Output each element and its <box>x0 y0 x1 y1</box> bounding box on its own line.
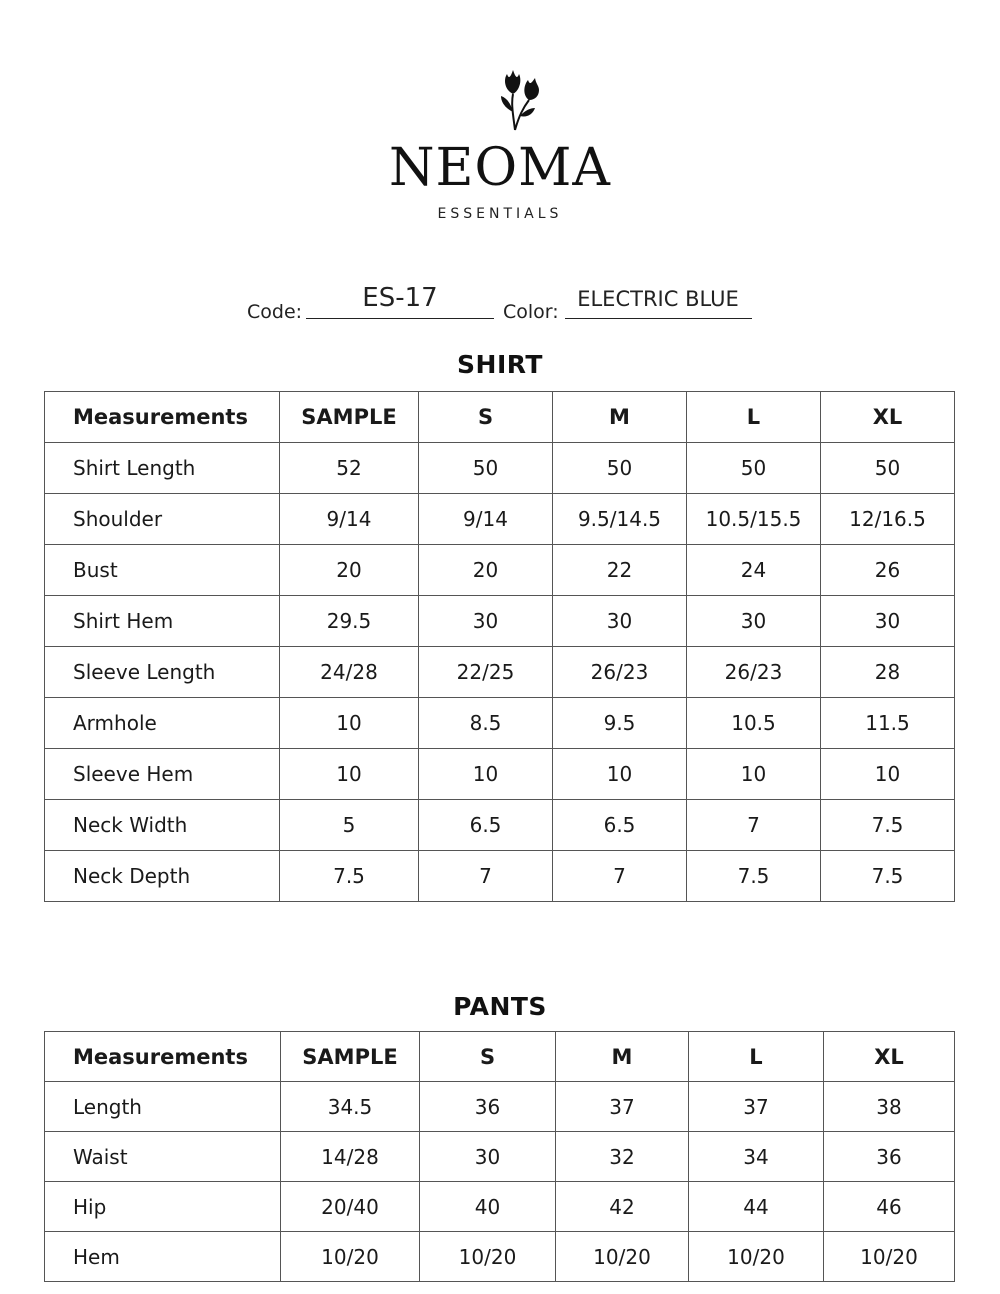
product-info-row <box>0 280 1000 324</box>
measurement-value-cell: 7 <box>553 851 687 902</box>
table-row <box>45 1232 955 1282</box>
measurement-value-cell: 40 <box>420 1182 556 1232</box>
measurement-value-cell: 46 <box>824 1182 955 1232</box>
measurement-name-cell: Bust <box>45 545 280 596</box>
measurement-value-cell: 7.5 <box>821 851 955 902</box>
measurement-value-cell: 38 <box>824 1082 955 1132</box>
measurement-value-cell: 12/16.5 <box>821 494 955 545</box>
tulip-logo-icon <box>495 66 545 132</box>
measurement-value-cell: 7.5 <box>687 851 821 902</box>
pants-measurements-table <box>44 1031 955 1282</box>
measurement-value-cell: 36 <box>824 1132 955 1182</box>
measurement-value-cell: 30 <box>821 596 955 647</box>
measurement-value-cell: 24/28 <box>280 647 419 698</box>
measurement-name-cell: Neck Depth <box>45 851 280 902</box>
measurement-value-cell: 34 <box>689 1132 824 1182</box>
measurement-value-cell: 30 <box>419 596 553 647</box>
measurement-value-cell: 7 <box>687 800 821 851</box>
column-header: S <box>420 1032 556 1082</box>
measurement-value-cell: 24 <box>687 545 821 596</box>
measurement-value-cell: 10/20 <box>689 1232 824 1282</box>
table-header-row <box>45 392 955 443</box>
measurement-value-cell: 50 <box>687 443 821 494</box>
measurement-name-cell: Length <box>45 1082 281 1132</box>
measurement-name-cell: Shoulder <box>45 494 280 545</box>
measurement-value-cell: 10/20 <box>556 1232 689 1282</box>
measurement-value-cell: 20 <box>419 545 553 596</box>
measurement-value-cell: 10/20 <box>824 1232 955 1282</box>
measurement-name-cell: Hem <box>45 1232 281 1282</box>
measurement-value-cell: 34.5 <box>281 1082 420 1132</box>
shirt-section-title: SHIRT <box>457 350 543 379</box>
measurement-value-cell: 20/40 <box>281 1182 420 1232</box>
column-header: SAMPLE <box>281 1032 420 1082</box>
column-header: M <box>553 392 687 443</box>
measurement-value-cell: 32 <box>556 1132 689 1182</box>
measurement-value-cell: 14/28 <box>281 1132 420 1182</box>
measurement-value-cell: 10 <box>553 749 687 800</box>
measurement-value-cell: 7.5 <box>821 800 955 851</box>
measurement-value-cell: 37 <box>556 1082 689 1132</box>
measurement-value-cell: 10.5 <box>687 698 821 749</box>
table-row <box>45 1182 955 1232</box>
code-underline <box>306 318 494 319</box>
measurement-value-cell: 10 <box>687 749 821 800</box>
measurement-value-cell: 26 <box>821 545 955 596</box>
measurement-value-cell: 50 <box>419 443 553 494</box>
measurement-value-cell: 9/14 <box>419 494 553 545</box>
color-label: Color: <box>503 301 559 323</box>
column-header: XL <box>824 1032 955 1082</box>
measurement-name-cell: Shirt Length <box>45 443 280 494</box>
measurement-value-cell: 42 <box>556 1182 689 1232</box>
table-row <box>45 851 955 902</box>
measurement-value-cell: 28 <box>821 647 955 698</box>
table-row <box>45 596 955 647</box>
measurement-value-cell: 11.5 <box>821 698 955 749</box>
column-header: L <box>689 1032 824 1082</box>
measurement-value-cell: 52 <box>280 443 419 494</box>
brand-tagline: ESSENTIALS <box>437 206 563 222</box>
measurement-value-cell: 5 <box>280 800 419 851</box>
measurement-name-cell: Neck Width <box>45 800 280 851</box>
table-row <box>45 647 955 698</box>
measurement-name-cell: Waist <box>45 1132 281 1182</box>
measurement-value-cell: 29.5 <box>280 596 419 647</box>
measurement-value-cell: 6.5 <box>553 800 687 851</box>
code-value: ES-17 <box>362 283 438 313</box>
measurement-name-cell: Hip <box>45 1182 281 1232</box>
measurement-value-cell: 50 <box>553 443 687 494</box>
table-row <box>45 749 955 800</box>
code-label: Code: <box>247 301 303 323</box>
measurement-name-cell: Sleeve Hem <box>45 749 280 800</box>
measurement-value-cell: 30 <box>420 1132 556 1182</box>
measurement-value-cell: 26/23 <box>553 647 687 698</box>
measurement-name-cell: Sleeve Length <box>45 647 280 698</box>
column-header: M <box>556 1032 689 1082</box>
measurement-value-cell: 10.5/15.5 <box>687 494 821 545</box>
measurement-value-cell: 7.5 <box>280 851 419 902</box>
measurement-value-cell: 30 <box>553 596 687 647</box>
brand-name: NEOMA <box>389 138 611 198</box>
column-header: SAMPLE <box>280 392 419 443</box>
color-underline <box>565 318 752 319</box>
table-row <box>45 1082 955 1132</box>
measurement-name-cell: Armhole <box>45 698 280 749</box>
measurement-value-cell: 20 <box>280 545 419 596</box>
measurement-value-cell: 36 <box>420 1082 556 1132</box>
column-header: L <box>687 392 821 443</box>
column-header: Measurements <box>45 392 280 443</box>
table-row <box>45 494 955 545</box>
measurement-name-cell: Shirt Hem <box>45 596 280 647</box>
column-header: XL <box>821 392 955 443</box>
table-row <box>45 545 955 596</box>
column-header: S <box>419 392 553 443</box>
measurement-value-cell: 10 <box>821 749 955 800</box>
pants-section-title: PANTS <box>453 992 547 1021</box>
measurement-value-cell: 44 <box>689 1182 824 1232</box>
measurement-value-cell: 9.5/14.5 <box>553 494 687 545</box>
measurement-value-cell: 22 <box>553 545 687 596</box>
table-row <box>45 800 955 851</box>
shirt-measurements-table <box>44 391 955 902</box>
table-row <box>45 1132 955 1182</box>
table-row <box>45 443 955 494</box>
measurement-value-cell: 30 <box>687 596 821 647</box>
measurement-value-cell: 26/23 <box>687 647 821 698</box>
measurement-value-cell: 10 <box>280 749 419 800</box>
measurement-value-cell: 10 <box>280 698 419 749</box>
measurement-value-cell: 10/20 <box>281 1232 420 1282</box>
table-header-row <box>45 1032 955 1082</box>
color-value: ELECTRIC BLUE <box>577 287 739 311</box>
measurement-value-cell: 9.5 <box>553 698 687 749</box>
measurement-value-cell: 9/14 <box>280 494 419 545</box>
measurement-value-cell: 50 <box>821 443 955 494</box>
measurement-value-cell: 37 <box>689 1082 824 1132</box>
measurement-value-cell: 7 <box>419 851 553 902</box>
measurement-value-cell: 8.5 <box>419 698 553 749</box>
column-header: Measurements <box>45 1032 281 1082</box>
table-row <box>45 698 955 749</box>
measurement-value-cell: 10/20 <box>420 1232 556 1282</box>
measurement-value-cell: 10 <box>419 749 553 800</box>
measurement-value-cell: 6.5 <box>419 800 553 851</box>
measurement-value-cell: 22/25 <box>419 647 553 698</box>
